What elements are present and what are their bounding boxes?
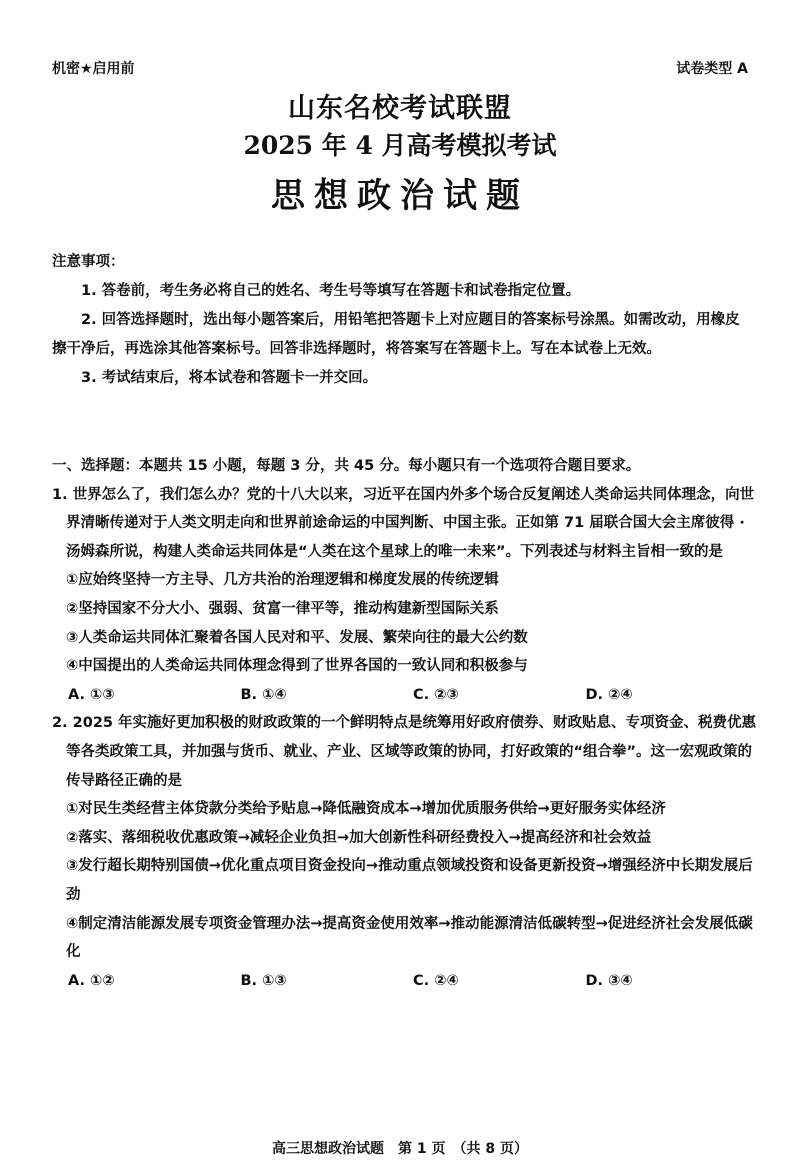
paper-type-label: 试卷类型 A [676,61,748,77]
exam-title: 2025 年 4 月高考模拟考试 [243,131,557,160]
questions-section [52,452,758,995]
page-footer: 高三思想政治试题 第 1 页 （共 8 页） [272,1141,528,1157]
question-1-stem: 1. 世界怎么了，我们怎么办？党的十八大以来，习近平在国内外多个场合反复阐述人类命运共同体理念，向世界清晰传递对于人类文明走向和世界前途命运的中国判断、中国主张。正如第 71 届联合国大会主席彼得 · 汤姆森所说，构建人类命运共同体是“人类在这个星球上的唯一未来”。下列表述与材料主旨相一致的是 [52,486,755,560]
question-1-statement-4: ④中国提出的人类命运共同体理念得到了世界各国的一致认同和积极参与 [66,658,528,675]
question-2-statement-3: ③发行超长期特别国债→优化重点项目资金投向→推动重点领域投资和设备更新投资→增强经济中长期发展后劲 [66,858,753,903]
question-2-option-a: A. ①② [68,972,115,989]
section-heading: 一、选择题：本题共 15 小题，每题 3 分，共 45 分。每小题只有一个选项符合题目要求。 [52,458,641,474]
question-1 [52,481,758,710]
question-1-statement-3: ③人类命运共同体汇聚着各国人民对和平、发展、繁荣向往的最大公约数 [66,629,528,646]
question-1-statement-1: ①应始终坚持一方主导、几方共治的治理逻辑和梯度发展的传统逻辑 [66,572,499,589]
notes-item-2: 2. 回答选择题时，选出每小题答案后，用铅笔把答题卡上对应题目的答案标号涂黑。如需改动，用橡皮擦干净后，再选涂其他答案标号。回答非选择题时，将答案写在答题卡上。写在本试卷上无效。 [52,312,740,357]
question-2-option-d: D. ③④ [585,972,633,989]
notes-section [52,248,752,393]
question-2-stem: 2. 2025 年实施好更加积极的财政政策的一个鲜明特点是统筹用好政府债券、财政贴息、专项资金、税费优惠等各类政策工具，并加强与货币、就业、产业、区域等政策的协同，打好政策的“组合拳”。这一宏观政策的传导路径正确的是 [52,715,757,789]
question-1-option-b: B. ①④ [240,686,287,703]
question-1-options [52,681,758,710]
question-2-statement-2: ②落实、落细税收优惠政策→减轻企业负担→加大创新性科研经费投入→提高经济和社会效益 [66,829,652,846]
question-2-option-b: B. ①③ [240,972,287,989]
question-2 [52,709,758,995]
question-2-statement-1: ①对民生类经营主体贷款分类给予贴息→降低融资成本→增加优质服务供给→更好服务实体经济 [66,801,666,818]
question-2-statement-4: ④制定清洁能源发展专项资金管理办法→提高资金使用效率→推动能源清洁低碳转型→促进经济社会发展低碳化 [66,915,753,961]
subject-title: 思想政治试题 [271,176,529,216]
question-1-option-c: C. ②③ [413,686,459,703]
notes-heading: 注意事项： [52,254,125,270]
notes-item-1: 1. 答卷前，考生务必将自己的姓名、考生号等填写在答题卡和试卷指定位置。 [81,283,581,299]
question-2-option-c: C. ②④ [413,972,459,989]
confidential-label: 机密★启用前 [52,61,135,77]
question-1-option-d: D. ②④ [585,686,633,703]
header-row [52,58,748,78]
organizer-title: 山东名校考试联盟 [288,93,512,124]
notes-item-3: 3. 考试结束后，将本试卷和答题卡一并交回。 [81,370,378,386]
question-2-options [52,967,758,996]
question-1-option-a: A. ①③ [68,686,115,703]
question-1-statement-2: ②坚持国家不分大小、强弱、贫富一律平等，推动构建新型国际关系 [66,600,499,617]
